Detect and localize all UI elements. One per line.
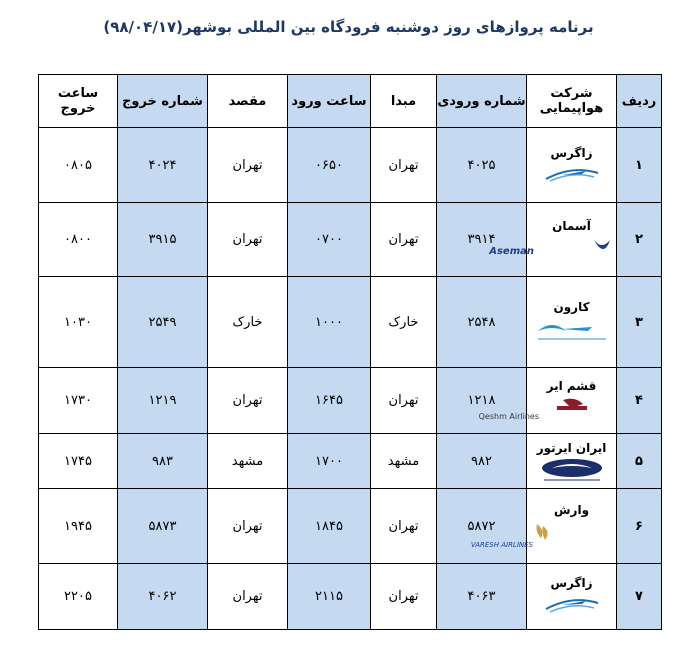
svg-text:VARESH AIRLINES: VARESH AIRLINES xyxy=(470,540,533,549)
airline-name: زاگرس xyxy=(550,145,593,160)
destination: تهران xyxy=(208,489,288,564)
aseman-logo-icon xyxy=(488,236,612,260)
departure-time: ۲۲۰۵ xyxy=(39,564,118,630)
header-arrival-time: ساعت ورود xyxy=(288,75,371,128)
arrival-number: ۲۵۴۸ xyxy=(437,277,527,368)
row-number: ۱ xyxy=(617,128,662,203)
airline-cell xyxy=(488,203,617,277)
departure-number: ۳۹۱۵ xyxy=(118,203,208,277)
row-number: ۴ xyxy=(617,368,662,434)
airline-name: وارش xyxy=(553,502,590,517)
arrival-number: ۳۹۱۴ xyxy=(437,203,527,277)
origin: تهران xyxy=(371,564,437,630)
origin: تهران xyxy=(371,368,437,434)
departure-number: ۹۸۳ xyxy=(118,434,208,489)
table-row xyxy=(39,203,662,277)
departure-number: ۱۲۱۹ xyxy=(118,368,208,434)
row-number: ۵ xyxy=(617,434,662,489)
departure-number: ۵۸۷۳ xyxy=(118,489,208,564)
row-number: ۷ xyxy=(617,564,662,630)
header-departure-number: شماره خروج xyxy=(118,75,208,128)
departure-number: ۲۵۴۹ xyxy=(118,277,208,368)
zagros-logo-icon xyxy=(542,163,602,185)
table-row xyxy=(39,128,662,203)
destination: مشهد xyxy=(208,434,288,489)
origin: تهران xyxy=(371,203,437,277)
arrival-time: ۱۷۰۰ xyxy=(288,434,371,489)
table-row xyxy=(39,489,662,564)
row-number: ۳ xyxy=(617,277,662,368)
table-row xyxy=(39,434,662,489)
header-airline: شرکت هواپیمایی xyxy=(527,75,617,128)
svg-text:Qeshm Airlines: Qeshm Airlines xyxy=(478,412,539,421)
departure-number: ۴۰۶۲ xyxy=(118,564,208,630)
destination: تهران xyxy=(208,368,288,434)
table-row xyxy=(39,564,662,630)
airline-name: آسمان xyxy=(552,219,591,233)
origin: تهران xyxy=(371,128,437,203)
departure-number: ۴۰۲۴ xyxy=(118,128,208,203)
airline-name: کارون xyxy=(553,299,590,314)
iran-airtour-logo-icon xyxy=(534,458,610,482)
karun-logo-icon xyxy=(532,317,612,345)
arrival-time: ۲۱۱۵ xyxy=(288,564,371,630)
arrival-number: ۱۲۱۸ xyxy=(437,368,527,434)
departure-time: ۱۹۴۵ xyxy=(39,489,118,564)
destination: خارک xyxy=(208,277,288,368)
departure-time: ۱۷۳۰ xyxy=(39,368,118,434)
departure-time: ۱۰۳۰ xyxy=(39,277,118,368)
page-title: برنامه پروازهای روز دوشنبه فرودگاه بین المللی بوشهر(۹۸/۰۴/۱۷) xyxy=(103,18,594,36)
arrival-number: ۴۰۲۵ xyxy=(437,128,527,203)
header-departure-time: ساعت خروج xyxy=(39,75,118,128)
arrival-time: ۰۷۰۰ xyxy=(288,203,371,277)
header-arrival-number: شماره ورودی xyxy=(437,75,527,128)
arrival-number: ۹۸۲ xyxy=(437,434,527,489)
destination: تهران xyxy=(208,203,288,277)
arrival-number: ۵۸۷۲ xyxy=(437,489,527,564)
origin: خارک xyxy=(371,277,437,368)
destination: تهران xyxy=(208,128,288,203)
airline-name: قشم ایر xyxy=(546,379,597,393)
arrival-time: ۱۸۴۵ xyxy=(288,489,371,564)
departure-time: ۰۸۰۵ xyxy=(39,128,118,203)
destination: تهران xyxy=(208,564,288,630)
table-row xyxy=(39,277,662,368)
flight-schedule-table xyxy=(38,74,662,630)
svg-text:Aseman: Aseman xyxy=(488,246,534,257)
departure-time: ۰۸۰۰ xyxy=(39,203,118,277)
row-number: ۲ xyxy=(617,203,662,277)
header-row-number: ردیف xyxy=(617,75,662,128)
airline-name: ایران ایرتور xyxy=(536,440,607,455)
airline-name: زاگرس xyxy=(550,576,593,590)
arrival-number: ۴۰۶۳ xyxy=(437,564,527,630)
arrival-time: ۰۶۵۰ xyxy=(288,128,371,203)
row-number: ۶ xyxy=(617,489,662,564)
departure-time: ۱۷۴۵ xyxy=(39,434,118,489)
qeshm-air-logo-icon xyxy=(478,396,609,422)
arrival-time: ۱۰۰۰ xyxy=(288,277,371,368)
header-destination: مقصد xyxy=(208,75,288,128)
table-row xyxy=(39,368,662,434)
origin: مشهد xyxy=(371,434,437,489)
origin: تهران xyxy=(371,489,437,564)
arrival-time: ۱۶۴۵ xyxy=(288,368,371,434)
airline-cell xyxy=(527,128,617,203)
airline-cell xyxy=(527,277,617,368)
header-origin: مبدا xyxy=(371,75,437,128)
zagros-logo-icon xyxy=(542,593,602,617)
airline-cell xyxy=(527,564,617,630)
airline-cell xyxy=(527,434,617,489)
